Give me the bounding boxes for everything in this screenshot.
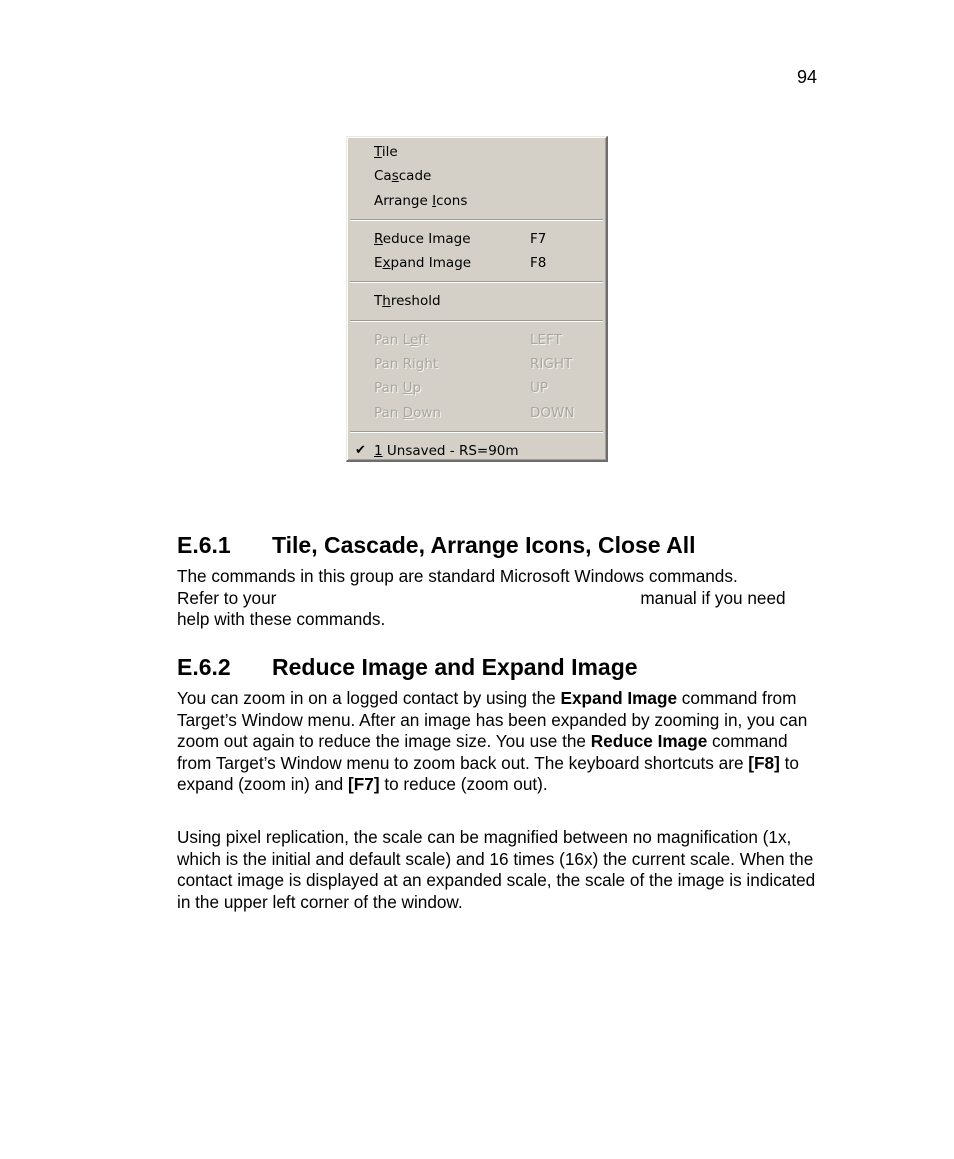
menu-item-label: Tile xyxy=(374,144,398,160)
menu-item-shortcut: DOWN xyxy=(530,404,575,421)
menu-item-tile[interactable] xyxy=(347,140,606,164)
menu-item-label: Pan Left xyxy=(374,331,429,348)
menu-accelerator-key: e xyxy=(409,331,419,348)
section-number: E.6.2 xyxy=(177,654,231,680)
bold-key: [F8] xyxy=(748,752,780,773)
section-title: Reduce Image and Expand Image xyxy=(272,654,638,680)
menu-accelerator-key: x xyxy=(382,255,391,272)
menu-accelerator-key: D xyxy=(402,404,414,421)
menu-item-label: Arrange Icons xyxy=(374,192,468,209)
menu-item-label: Pan Right xyxy=(374,356,439,373)
menu-accelerator-key: R xyxy=(374,230,383,247)
section-e-6-2 xyxy=(177,653,817,913)
menu-separator xyxy=(350,431,603,433)
menu-item-label: 1 Unsaved - RS=90m xyxy=(374,442,519,459)
bold-term: Reduce Image xyxy=(590,731,708,752)
menu-accelerator-key: I xyxy=(432,192,437,209)
window-menu-items xyxy=(347,137,606,463)
section-e-6-1 xyxy=(177,531,817,631)
section-heading xyxy=(177,531,817,559)
menu-item-label: Cascade xyxy=(374,168,432,185)
menu-item-shortcut: UP xyxy=(530,380,549,397)
menu-separator xyxy=(350,219,603,221)
menu-separator xyxy=(350,281,603,283)
paragraph-line: help with these commands. xyxy=(177,609,386,630)
menu-item-label: Pan Up xyxy=(374,380,422,397)
checkmark-icon: ✔ xyxy=(355,442,366,458)
menu-item-pan-left[interactable] xyxy=(347,328,606,352)
menu-item-threshold[interactable] xyxy=(347,289,606,313)
menu-accelerator-key: s xyxy=(391,168,399,185)
paragraph-line: Refer to your xyxy=(177,587,277,608)
menu-item-shortcut: RIGHT xyxy=(530,356,573,373)
section-number: E.6.1 xyxy=(177,532,231,558)
window-menu xyxy=(346,136,608,462)
section-paragraph: You can zoom in on a logged contact by using the Expand Image command from Target’s Window menu. After an image has been expanded by zooming in, you can zoom out again to reduce the image size. You use the Reduce Image command from Target’s Window menu to zoom back out. The keyboard shortcuts are [F8] to expand (zoom in) and [F7] to reduce (zoom out). xyxy=(177,688,808,795)
menu-item-shortcut: F8 xyxy=(530,255,547,272)
menu-item-shortcut: F7 xyxy=(530,230,547,247)
section-paragraph: Using pixel replication, the scale can be magnified between no magnification (1x, which is the initial and default scale) and 16 times (16x) the current scale. When the contact image is displayed at an expanded scale, the scale of the image is indicated in the upper left corner of the window. xyxy=(177,826,816,912)
bold-key: [F7] xyxy=(348,774,380,795)
menu-item-label: Reduce Image xyxy=(374,230,471,247)
menu-item-reduce-image[interactable] xyxy=(347,227,606,251)
menu-item-pan-up[interactable] xyxy=(347,376,606,400)
menu-item-label: Threshold xyxy=(374,293,441,310)
menu-accelerator-key: T xyxy=(374,144,382,160)
menu-item-label: Expand Image xyxy=(374,255,472,272)
menu-accelerator-key: 1 xyxy=(374,442,383,459)
section-heading xyxy=(177,653,817,681)
menu-accelerator-key: U xyxy=(402,380,413,397)
menu-item-1-unsaved-rs-90m[interactable] xyxy=(347,439,606,463)
menu-item-expand-image[interactable] xyxy=(347,251,606,275)
menu-separator xyxy=(350,320,603,322)
bold-term: Expand Image xyxy=(560,688,678,708)
menu-item-label: Pan Down xyxy=(374,404,441,421)
menu-item-pan-right[interactable] xyxy=(347,352,606,376)
paragraph-line: The commands in this group are standard Microsoft Windows commands. xyxy=(177,566,738,586)
menu-item-shortcut: LEFT xyxy=(530,331,562,348)
menu-item-arrange-icons[interactable] xyxy=(347,189,606,213)
section-paragraph xyxy=(177,566,817,631)
paragraph-line: manual if you need xyxy=(640,587,786,608)
page-number: 94 xyxy=(796,67,817,87)
menu-item-cascade[interactable] xyxy=(347,164,606,188)
menu-accelerator-key: h xyxy=(382,293,391,310)
menu-accelerator-key: g xyxy=(415,356,425,373)
menu-item-pan-down[interactable] xyxy=(347,401,606,425)
section-title: Tile, Cascade, Arrange Icons, Close All xyxy=(272,532,696,558)
